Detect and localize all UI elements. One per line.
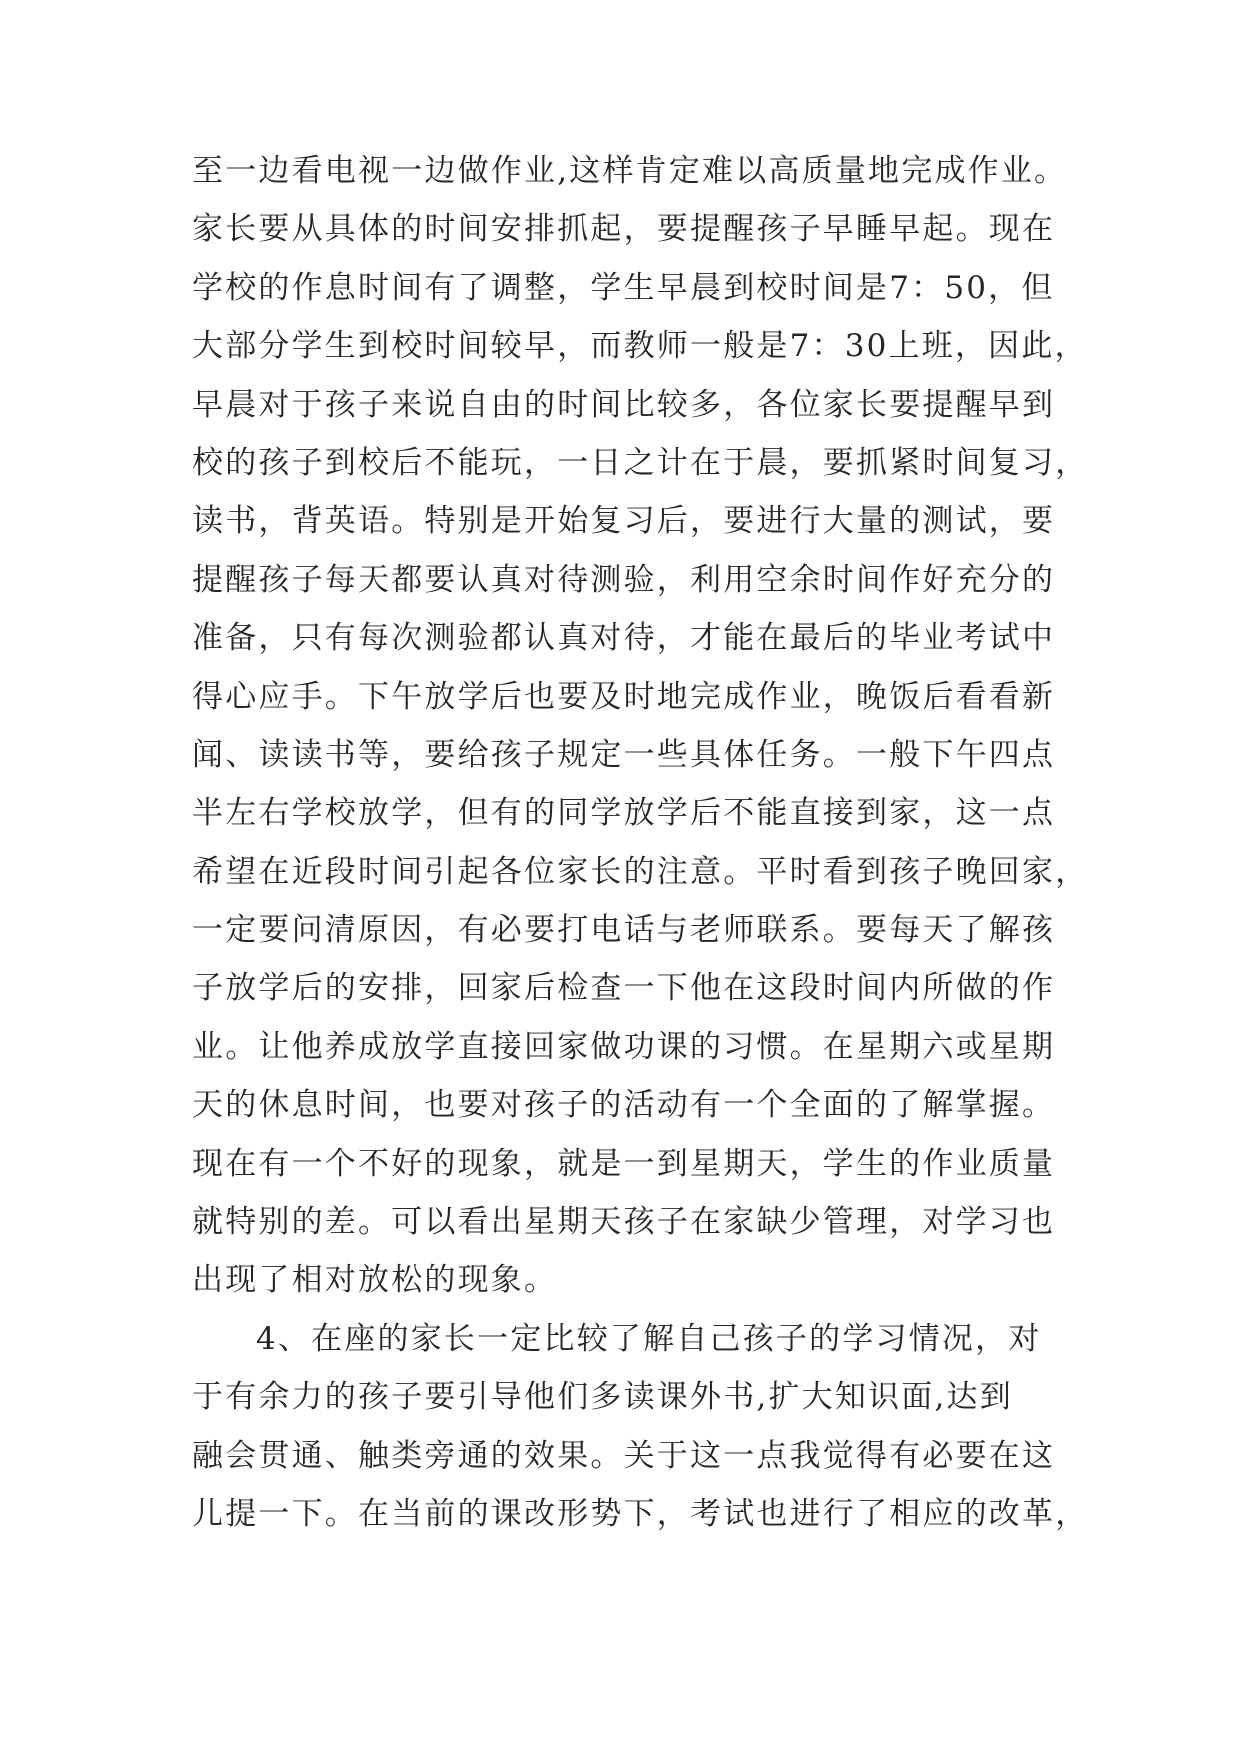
text-line: 早晨对于孩子来说自由的时间比较多，各位家长要提醒早到 — [192, 386, 1056, 423]
text-line: 就特别的差。可以看出星期天孩子在家缺少管理，对学习也 — [192, 1204, 1056, 1241]
text-line: 半左右学校放学，但有的同学放学后不能直接到家，这一点 — [192, 795, 1056, 832]
text-line: 家长要从具体的时间安排抓起，要提醒孩子早睡早起。现在 — [192, 211, 1056, 248]
text-line: 出现了相对放松的现象。 — [192, 1262, 558, 1299]
text-line: 准备，只有每次测验都认真对待，才能在最后的毕业考试中 — [192, 620, 1056, 657]
text-line: 现在有一个不好的现象，就是一到星期天，学生的作业质量 — [192, 1145, 1056, 1182]
text-line: 学校的作息时间有了调整，学生早晨到校时间是7：50，但 — [192, 269, 1055, 306]
text-line: 提醒孩子每天都要认真对待测验，利用空余时间作好充分的 — [192, 561, 1056, 598]
body-text — [192, 142, 1092, 1543]
text-line: 子放学后的安排，回家后检查一下他在这段时间内所做的作 — [192, 970, 1056, 1007]
text-line: 于有余力的孩子要引导他们多读课外书,扩大知识面,达到 — [192, 1379, 1013, 1416]
text-line: 一定要问清原因，有必要打电话与老师联系。要每天了解孩 — [192, 912, 1056, 949]
text-line: 至一边看电视一边做作业,这样肯定难以高质量地完成作业。 — [192, 153, 1068, 189]
text-line: 天的休息时间，也要对孩子的活动有一个全面的了解掌握。 — [192, 1087, 1056, 1124]
paragraph-start-line: 4、在座的家长一定比较了解自己孩子的学习情况，对 — [256, 1320, 1042, 1357]
text-line: 闻、读读书等，要给孩子规定一些具体任务。一般下午四点 — [192, 736, 1056, 773]
text-line: 希望在近段时间引起各位家长的注意。平时看到孩子晚回家， — [192, 853, 1089, 890]
text-line: 校的孩子到校后不能玩，一日之计在于晨，要抓紧时间复习， — [192, 444, 1089, 481]
text-line: 得心应手。下午放学后也要及时地完成作业，晚饭后看看新 — [192, 678, 1056, 715]
text-line: 儿提一下。在当前的课改形势下，考试也进行了相应的改革， — [192, 1495, 1089, 1532]
text-line: 融会贯通、触类旁通的效果。关于这一点我觉得有必要在这 — [192, 1437, 1056, 1474]
text-line: 大部分学生到校时间较早，而教师一般是7：30上班，因此， — [192, 328, 1088, 365]
text-line: 业。让他养成放学直接回家做功课的习惯。在星期六或星期 — [192, 1028, 1056, 1065]
text-line: 读书，背英语。特别是开始复习后，要进行大量的测试，要 — [192, 503, 1056, 540]
